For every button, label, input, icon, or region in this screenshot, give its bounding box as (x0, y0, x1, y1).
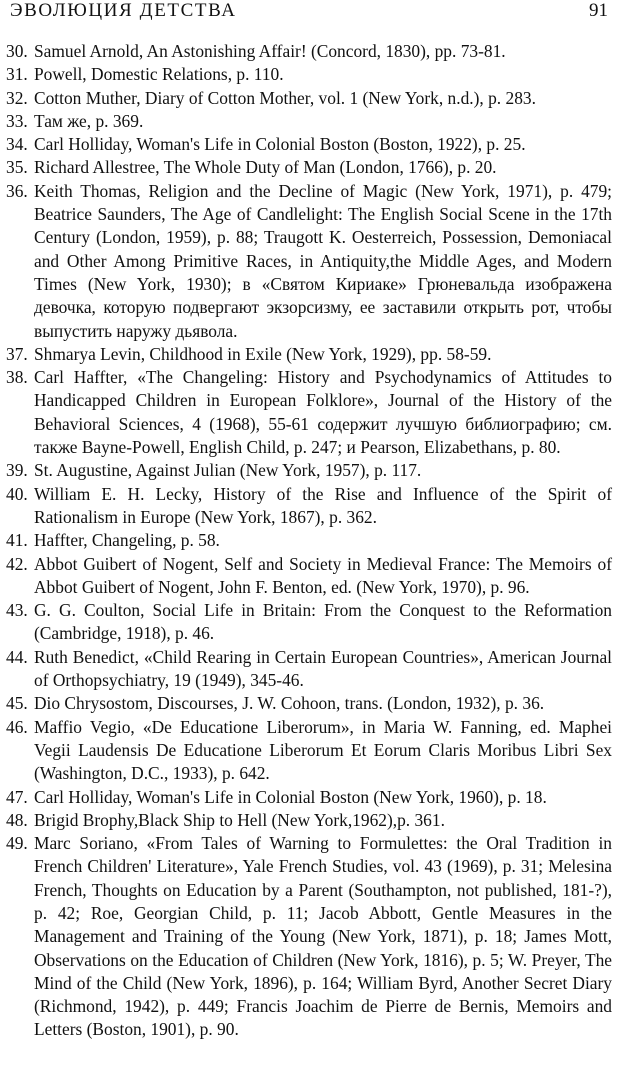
endnote-text: Samuel Arnold, An Astonishing Affair! (Concord, 1830), pp. 73-81. (34, 41, 506, 61)
endnote-number: 35. (6, 157, 28, 178)
endnote-30 (6, 40, 612, 63)
endnote-text: Haffter, Changeling, p. 58. (34, 530, 220, 551)
endnote-number: 42. (6, 553, 28, 574)
endnote-text: Shmarya Levin, Childhood in Exile (New York, 1929), pp. 58-59. (34, 343, 492, 364)
endnote-number: 44. (6, 646, 28, 667)
endnote-31 (6, 63, 612, 86)
endnote-46 (6, 716, 612, 786)
endnote-41 (6, 529, 612, 552)
endnote-39 (6, 459, 612, 482)
page-number: 91 (589, 0, 608, 21)
endnote-number: 32. (6, 87, 28, 108)
endnote-47 (6, 786, 612, 809)
endnote-32 (6, 87, 612, 110)
endnote-number: 48. (6, 809, 28, 830)
endnote-44 (6, 646, 612, 693)
endnote-number: 45. (6, 693, 28, 714)
endnote-text: St. Augustine, Against Julian (New York, 1957), p. 117. (34, 460, 422, 481)
endnote-number: 41. (6, 530, 28, 551)
endnote-48 (6, 809, 612, 832)
endnote-text: Carl Holliday, Woman's Life in Colonial Boston (New York, 1960), p. 18. (34, 786, 547, 807)
endnote-text: William E. H. Lecky, History of the Rise and Influence of the Spirit of Rationalism in Europe (New York, 1867), p. 362. (34, 483, 612, 527)
endnote-42 (6, 553, 612, 600)
endnote-35 (6, 156, 612, 179)
endnote-number: 31. (6, 64, 28, 85)
endnote-37 (6, 343, 612, 366)
endnote-49 (6, 832, 612, 1042)
endnote-40 (6, 483, 612, 530)
endnote-number: 38. (6, 367, 28, 388)
endnote-text: Powell, Domestic Relations, p. 110. (34, 64, 284, 85)
endnote-number: 46. (6, 716, 28, 737)
endnote-text: Keith Thomas, Religion and the Decline of Magic (New York, 1971), p. 479; Beatrice Saunders, The Age of Candlelight: The English Social Scene in the 17th Century (London, 1959), p. 88; Traugott K. Oesterreich, Possession, Demoniacal and Other Among Primitive Races, in Antiquity,the Middle Ages, and Modern Times (New York, 1930); в «Святом Кириаке» Грюневальда изображена девочка, которую подвергают экзорсизму, ее заставили открыть рот, чтобы выпустить наружу дьявола. (34, 180, 612, 341)
endnote-text: Там же, p. 369. (34, 110, 144, 131)
endnote-text: Maffio Vegio, «De Educatione Liberorum», in Maria W. Fanning, ed. Maphei Vegii Laudensis De Educatione Liberorum Et Eorum Claris Moribus Libri Sex (Washington, D.C., 1933), p. 642. (34, 716, 612, 784)
endnote-text: Abbot Guibert of Nogent, Self and Society in Medieval France: The Memoirs of Abbot Guibert of Nogent, John F. Benton, ed. (New York, 1970), p. 96. (34, 553, 612, 597)
endnote-number: 47. (6, 786, 28, 807)
endnote-34 (6, 133, 612, 156)
endnote-36 (6, 180, 612, 343)
page-header (10, 0, 608, 26)
endnote-33 (6, 110, 612, 133)
endnote-number: 43. (6, 600, 28, 621)
endnote-text: G. G. Coulton, Social Life in Britain: From the Conquest to the Reformation (Cambridge, 1918), p. 46. (34, 600, 612, 644)
endnote-text: Dio Chrysostom, Discourses, J. W. Cohoon, trans. (London, 1932), p. 36. (34, 693, 545, 714)
endnote-number: 30. (6, 41, 28, 61)
endnote-text: Carl Haffter, «The Changeling: History and Psychodynamics of Attitudes to Handicapped Children in European Folklore», Journal of the History of the Behavioral Sciences, 4 (1968), 55-61 содержит лучшую библиографию; см. также Bayne-Powell, English Child, p. 247; и Pearson, Elizabethans, p. 80. (34, 367, 612, 458)
running-title: ЭВОЛЮЦИЯ ДЕТСТВА (10, 0, 237, 21)
endnotes-list (6, 40, 612, 1042)
endnote-number: 33. (6, 110, 28, 131)
endnote-number: 37. (6, 343, 28, 364)
endnote-text: Richard Allestree, The Whole Duty of Man (London, 1766), p. 20. (34, 157, 497, 178)
endnote-number: 34. (6, 134, 28, 155)
endnote-text: Ruth Benedict, «Child Rearing in Certain European Countries», American Journal of Orthopsychiatry, 19 (1949), 345-46. (34, 646, 612, 691)
endnote-number: 40. (6, 483, 28, 504)
endnote-43 (6, 599, 612, 646)
endnote-text: Brigid Brophy,Black Ship to Hell (New York,1962),p. 361. (34, 809, 445, 830)
endnote-number: 49. (6, 833, 28, 854)
endnote-text: Marc Soriano, «From Tales of Warning to Formulettes: the Oral Tradition in French Children' Literature», Yale French Studies, vol. 43 (1969), p. 31; Melesina French, Thoughts on Education by a Parent (Southampton, not published, 181-?), p. 42; Roe, Georgian Child, p. 11; Jacob Abbott, Gentle Measures in the Management and Training of the Young (New York, 1871), p. 18; James Mott, Observations on the Education of Children (New York, 1816), p. 5; W. Preyer, The Mind of the Child (New York, 1896), p. 164; William Byrd, Another Secret Diary (Richmond, 1942), p. 449; Francis Joachim de Pierre de Bernis, Memoirs and Letters (Boston, 1901), p. 90. (34, 833, 612, 1040)
endnote-45 (6, 692, 612, 715)
endnote-number: 36. (6, 180, 28, 201)
endnote-text: Cotton Muther, Diary of Cotton Mother, vol. 1 (New York, n.d.), p. 283. (34, 87, 536, 108)
endnote-text: Carl Holliday, Woman's Life in Colonial Boston (Boston, 1922), p. 25. (34, 134, 526, 155)
endnote-38 (6, 366, 612, 459)
endnote-number: 39. (6, 460, 28, 481)
